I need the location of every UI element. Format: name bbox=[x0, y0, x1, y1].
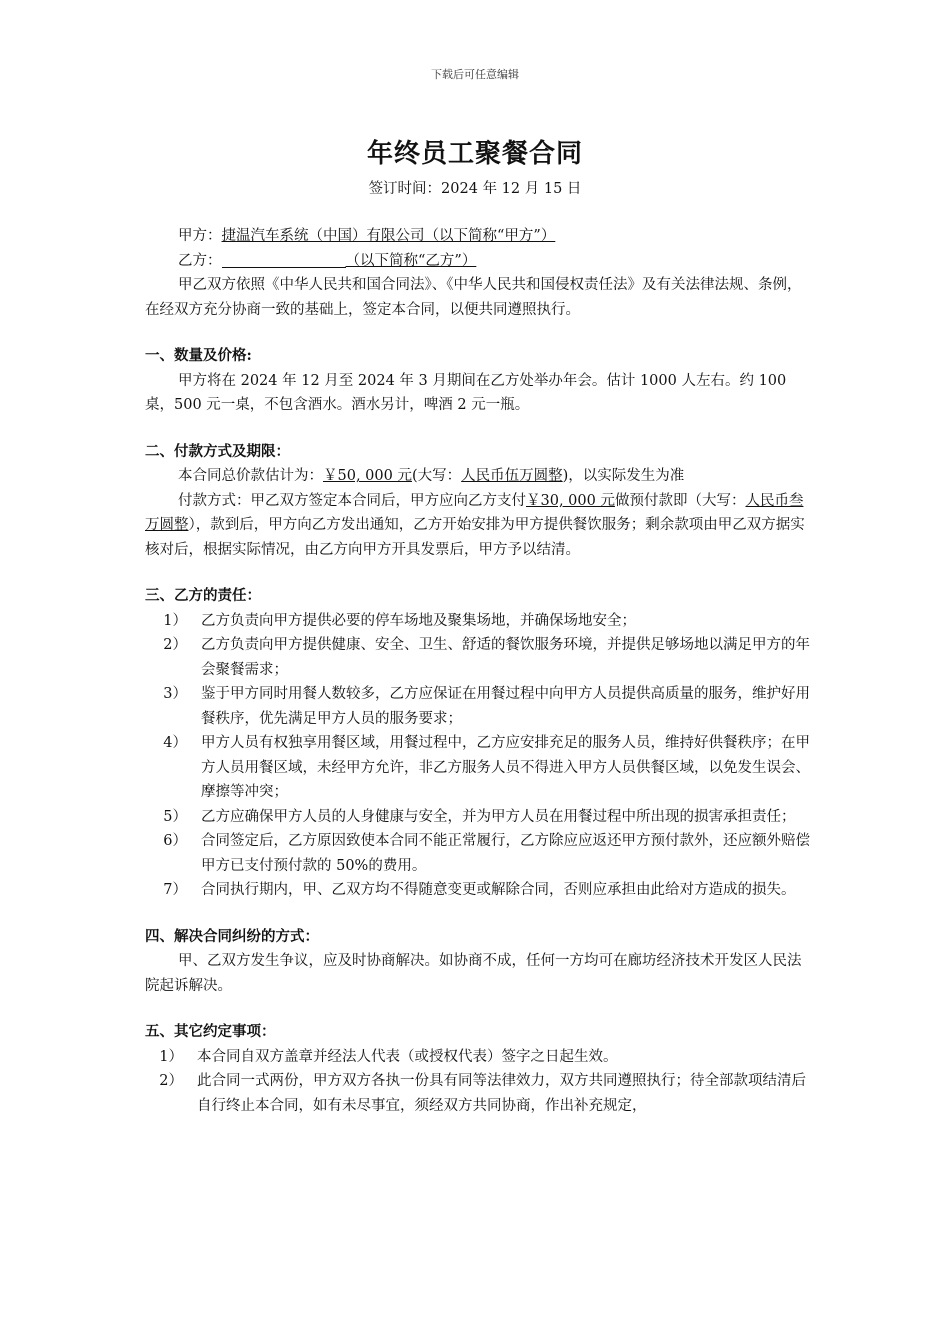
section-3-heading: 三、乙方的责任： bbox=[145, 587, 261, 604]
party-a-label: 甲方： bbox=[178, 228, 222, 244]
document-title: 年终员工聚餐合同 bbox=[366, 139, 583, 169]
party-b-label: 乙方： bbox=[178, 252, 222, 269]
party-b-line bbox=[145, 249, 810, 274]
list-item: 1） 本合同自双方盖章并经法人代表（或授权代表）签字之日起生效。 bbox=[159, 1048, 618, 1065]
section-1-heading: 一、数量及价格: bbox=[145, 347, 252, 364]
intro-paragraph: 甲乙双方依照《中华人民共和国合同法》、《中华人民共和国侵权责任法》及有关法律法规、条例，在经双方充分协商一致的基础上，签定本合同，以便共同遵照执行。 bbox=[145, 277, 802, 318]
party-b-value: （以下简称“乙方”） bbox=[222, 253, 477, 269]
prepay-amount: ￥30, 000 元 bbox=[526, 492, 615, 509]
list-item: 7） 合同执行期内，甲、乙双方均不得随意变更或解除合同，否则应承担由此给对方造成的损失。 bbox=[163, 882, 796, 898]
total-amount-upper: 人民币伍万圆整 bbox=[461, 468, 563, 484]
list-item: 1） 乙方负责向甲方提供必要的停车场地及聚集场地，并确保场地安全； bbox=[163, 612, 636, 629]
party-a-line bbox=[145, 224, 810, 249]
header-note: 下载后可任意编辑 bbox=[431, 68, 519, 81]
list-item: 3） 鉴于甲方同时用餐人数较多，乙方应保证在用餐过程中向甲方人员提供高质量的服务，维护好用餐秩序，优先满足甲方人员的服务要求； bbox=[163, 686, 810, 727]
list-item: 2） 乙方负责向甲方提供健康、安全、卫生、舒适的餐饮服务环境，并提供足够场地以满足甲方的年会聚餐需求； bbox=[163, 637, 810, 678]
contract-body bbox=[145, 224, 810, 1118]
payment-method-paragraph: 付款方式：甲乙双方签定本合同后，甲方应向乙方支付￥30, 000 元做预付款即（大写：人民币叁万圆整），款到后，甲方向乙方发出通知，乙方开始安排为甲方提供餐饮服务；剩余款项由甲乙双方据实核对后，根据实际情况，由乙方向甲方开具发票后，甲方予以结清。 bbox=[145, 492, 805, 558]
party-b-blank bbox=[222, 251, 346, 268]
section-5-heading: 五、其它约定事项： bbox=[145, 1023, 276, 1040]
total-price-line: 本合同总价款估计为：￥50, 000 元(大写：人民币伍万圆整)，以实际发生为准 bbox=[178, 468, 685, 484]
party-a-value: 捷温汽车系统（中国）有限公司（以下简称“甲方”） bbox=[221, 228, 556, 244]
list-item: 2） 此合同一式两份，甲方双方各执一份具有同等法律效力，双方共同遵照执行；待全部款项结清后自行终止本合同，如有未尽事宜，须经双方共同协商，作出补充规定， bbox=[159, 1073, 806, 1114]
section-4-text: 甲、乙双方发生争议，应及时协商解决。如协商不成，任何一方均可在廊坊经济技术开发区人民法院起诉解决。 bbox=[145, 953, 802, 994]
section-4-heading: 四、解决合同纠纷的方式： bbox=[145, 927, 319, 945]
section-1-text: 甲方将在 2024 年 12 月至 2024 年 3 月期间在乙方处举办年会。估计 1000 人左右。约 100 桌，500 元一桌，不包含酒水。酒水另计，啤酒 2 元一瓶。 bbox=[145, 372, 787, 413]
section-2-heading: 二、付款方式及期限： bbox=[145, 442, 290, 460]
list-item: 5） 乙方应确保甲方人员的人身健康与安全，并为甲方人员在用餐过程中所出现的损害承担责任； bbox=[163, 808, 796, 825]
total-amount: ￥50, 000 元 bbox=[323, 468, 412, 484]
sign-date: 签订时间：2024 年 12 月 15 日 bbox=[368, 181, 582, 197]
list-item: 4） 甲方人员有权独享用餐区域，用餐过程中，乙方应安排充足的服务人员，维持好供餐秩序；在甲方人员用餐区域，未经甲方允许，非乙方服务人员不得进入甲方人员供餐区域，以免发生误会、摩擦等冲突； bbox=[163, 735, 810, 800]
list-item: 6） 合同签定后，乙方原因致使本合同不能正常履行，乙方除应应返还甲方预付款外，还应额外赔偿甲方已支付预付款的 50%的费用。 bbox=[163, 833, 810, 874]
prepay-amount-upper: 人民币叁万圆整 bbox=[145, 492, 804, 533]
